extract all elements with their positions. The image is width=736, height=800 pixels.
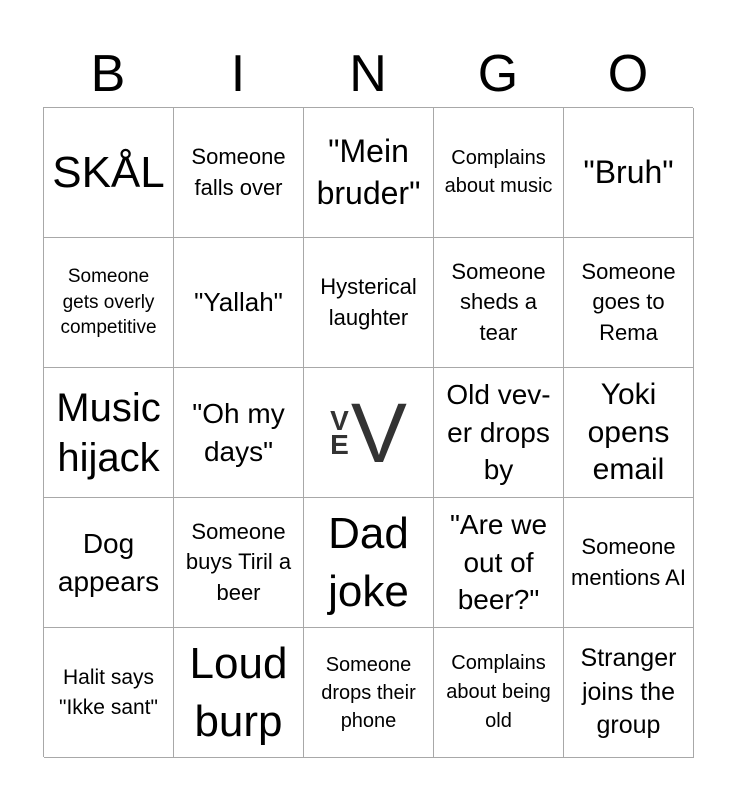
bingo-cell[interactable] bbox=[304, 238, 434, 368]
bingo-cell[interactable] bbox=[434, 368, 564, 498]
ve-v-logo-icon bbox=[330, 385, 407, 480]
cell-text: Dad joke bbox=[328, 509, 409, 616]
cell-text: Loud burp bbox=[189, 639, 288, 746]
cell-text: Old vev-er drops by bbox=[446, 378, 551, 486]
free-space-cell[interactable] bbox=[304, 368, 434, 498]
logo-small-letters bbox=[330, 404, 349, 460]
cell-text: "Mein bruder" bbox=[316, 132, 421, 211]
bingo-cell[interactable] bbox=[44, 628, 174, 758]
cell-text: Yoki opens email bbox=[587, 378, 670, 487]
logo-small-bottom: E bbox=[330, 428, 349, 460]
bingo-cell[interactable] bbox=[174, 368, 304, 498]
bingo-cell[interactable] bbox=[174, 108, 304, 238]
cell-text: Someone drops their phone bbox=[321, 653, 416, 732]
bingo-header bbox=[43, 42, 693, 106]
cell-text: Dog appears bbox=[57, 527, 160, 597]
bingo-cell[interactable] bbox=[174, 238, 304, 368]
header-letter-n: N bbox=[349, 45, 387, 103]
cell-text: Hysterical laughter bbox=[320, 274, 417, 330]
cell-text: Someone mentions AI bbox=[571, 534, 686, 590]
bingo-cell[interactable] bbox=[434, 238, 564, 368]
header-letter-i: I bbox=[230, 45, 246, 103]
bingo-grid bbox=[43, 107, 693, 757]
bingo-cell[interactable] bbox=[44, 238, 174, 368]
cell-text: SKÅL bbox=[52, 147, 165, 197]
bingo-cell[interactable] bbox=[174, 498, 304, 628]
bingo-cell[interactable] bbox=[44, 498, 174, 628]
cell-text: Someone buys Tiril a beer bbox=[185, 518, 292, 605]
bingo-cell[interactable] bbox=[564, 368, 694, 498]
bingo-cell[interactable] bbox=[564, 628, 694, 758]
cell-text: Someone sheds a tear bbox=[451, 258, 546, 345]
bingo-cell[interactable] bbox=[44, 108, 174, 238]
bingo-cell[interactable] bbox=[44, 368, 174, 498]
cell-text: Someone gets overly competitive bbox=[60, 266, 157, 339]
header-letter-g: G bbox=[477, 45, 519, 103]
cell-text: "Oh my days" bbox=[192, 397, 285, 467]
logo-small-top: V bbox=[330, 404, 349, 436]
bingo-cell[interactable] bbox=[304, 628, 434, 758]
cell-text: "Bruh" bbox=[583, 153, 674, 190]
cell-text: Someone falls over bbox=[191, 144, 286, 200]
bingo-cell[interactable] bbox=[564, 108, 694, 238]
bingo-cell[interactable] bbox=[564, 498, 694, 628]
bingo-cell[interactable] bbox=[434, 498, 564, 628]
cell-text: "Yallah" bbox=[194, 286, 283, 317]
cell-text: "Are we out of beer?" bbox=[449, 508, 548, 616]
header-letter-b: B bbox=[90, 45, 126, 103]
cell-text: Halit says "Ikke sant" bbox=[59, 666, 158, 719]
bingo-cell[interactable] bbox=[304, 498, 434, 628]
bingo-cell[interactable] bbox=[434, 628, 564, 758]
logo-large-letter: V bbox=[350, 385, 407, 480]
cell-text: Stranger joins the group bbox=[580, 643, 677, 740]
bingo-cell[interactable] bbox=[434, 108, 564, 238]
cell-text: Complains about music bbox=[444, 146, 553, 197]
cell-text: Music hijack bbox=[56, 385, 161, 480]
bingo-cell[interactable] bbox=[174, 628, 304, 758]
cell-text: Complains about being old bbox=[446, 652, 551, 732]
header-letter-o: O bbox=[607, 45, 649, 103]
bingo-cell[interactable] bbox=[564, 238, 694, 368]
bingo-cell[interactable] bbox=[304, 108, 434, 238]
cell-text: Someone goes to Rema bbox=[581, 258, 676, 345]
